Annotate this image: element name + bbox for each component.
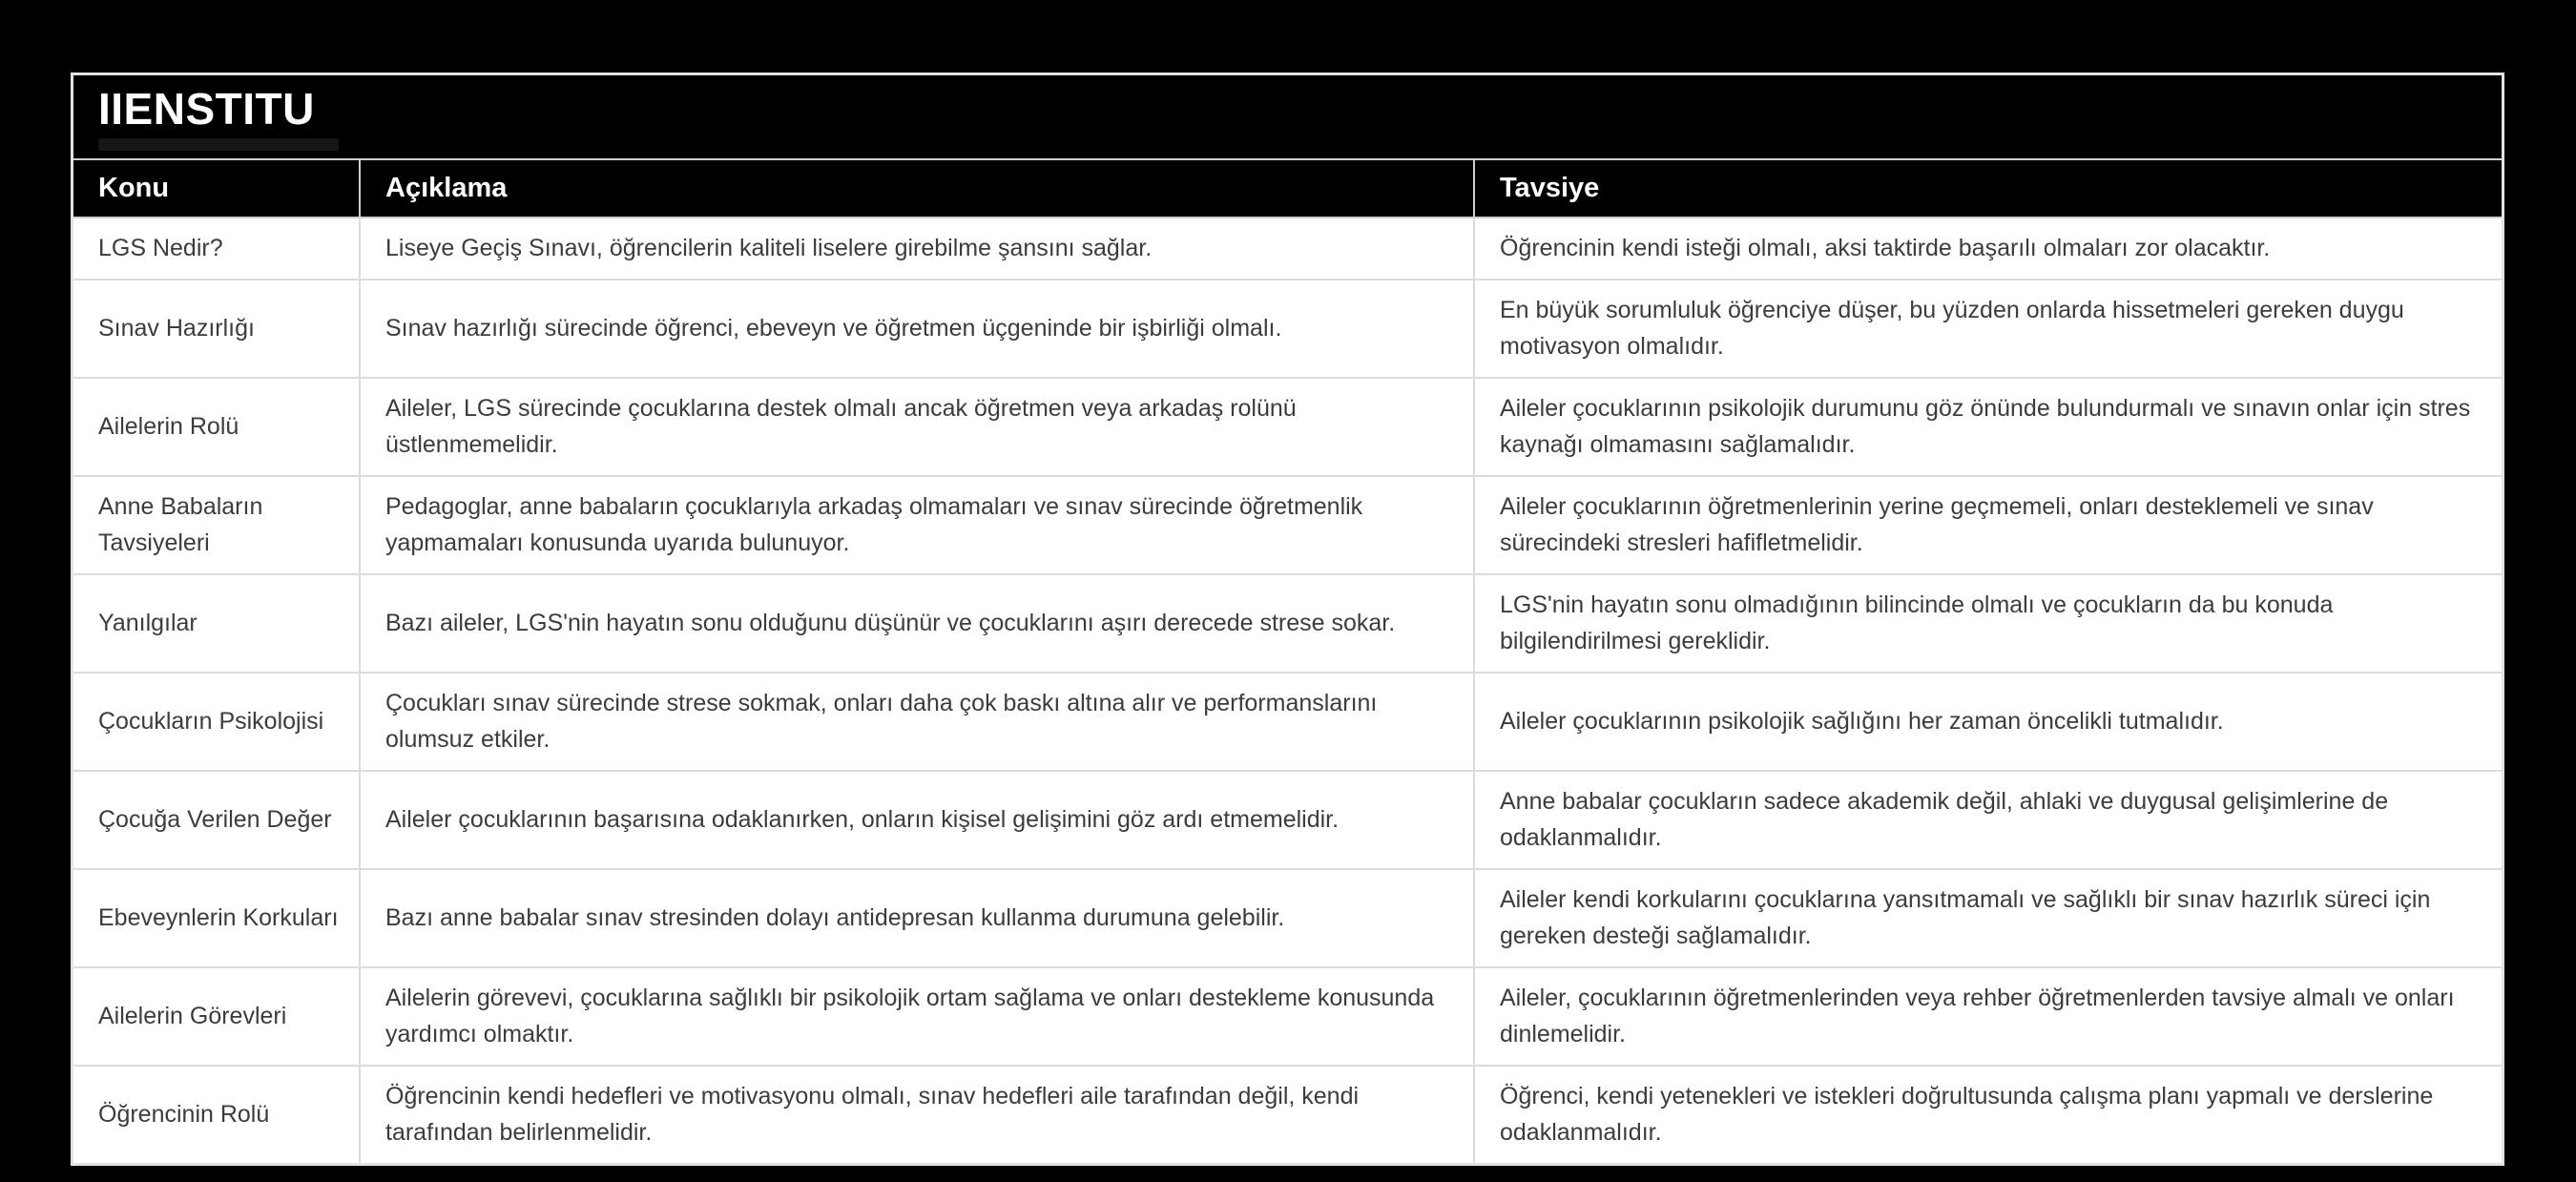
cell-aciklama: Sınav hazırlığı sürecinde öğrenci, ebeveyn ve öğretmen üçgeninde bir işbirliği olmalı.	[360, 280, 1474, 378]
cell-aciklama: Bazı aileler, LGS'nin hayatın sonu olduğunu düşünür ve çocuklarını aşırı derecede strese sokar.	[360, 574, 1474, 673]
cell-aciklama: Öğrencinin kendi hedefleri ve motivasyonu olmalı, sınav hedefleri aile tarafından değil, kendi tarafından belirlenmelidir.	[360, 1066, 1474, 1163]
table-row	[73, 1066, 2502, 1163]
table-row	[73, 673, 2502, 771]
table-row	[73, 869, 2502, 967]
cell-konu: Öğrencinin Rolü	[73, 1066, 360, 1163]
column-header-tavsiye: Tavsiye	[1474, 160, 2502, 218]
table-title-bar	[73, 75, 2502, 160]
table-row	[73, 574, 2502, 673]
cell-aciklama: Ailelerin görevevi, çocuklarına sağlıklı bir psikolojik ortam sağlama ve onları destekleme konusunda yardımcı olmaktır.	[360, 967, 1474, 1066]
cell-aciklama: Bazı anne babalar sınav stresinden dolayı antidepresan kullanma durumuna gelebilir.	[360, 869, 1474, 967]
cell-konu: Yanılgılar	[73, 574, 360, 673]
table-header-row	[73, 160, 2502, 218]
cell-aciklama: Pedagoglar, anne babaların çocuklarıyla arkadaş olmamaları ve sınav sürecinde öğretmenlik yapmamaları konusunda uyarıda bulunuyor.	[360, 476, 1474, 574]
cell-tavsiye: Öğrencinin kendi isteği olmalı, aksi taktirde başarılı olmaları zor olacaktır.	[1474, 218, 2502, 280]
brand-title: IIENSTITU	[98, 84, 315, 134]
cell-tavsiye: Öğrenci, kendi yetenekleri ve istekleri doğrultusunda çalışma planı yapmalı ve derslerine odaklanmalıdır.	[1474, 1066, 2502, 1163]
column-header-aciklama: Açıklama	[360, 160, 1474, 218]
cell-konu: Ailelerin Görevleri	[73, 967, 360, 1066]
cell-aciklama: Aileler, LGS sürecinde çocuklarına destek olmalı ancak öğretmen veya arkadaş rolünü üstlenmemelidir.	[360, 378, 1474, 476]
cell-konu: Ailelerin Rolü	[73, 378, 360, 476]
cell-tavsiye: Aileler çocuklarının öğretmenlerinin yerine geçmemeli, onları desteklemeli ve sınav sürecindeki stresleri hafifletmelidir.	[1474, 476, 2502, 574]
cell-tavsiye: Anne babalar çocukların sadece akademik değil, ahlaki ve duygusal gelişimlerine de odaklanmalıdır.	[1474, 771, 2502, 869]
cell-konu: Ebeveynlerin Korkuları	[73, 869, 360, 967]
table-row	[73, 967, 2502, 1066]
cell-aciklama: Liseye Geçiş Sınavı, öğrencilerin kaliteli liselere girebilme şansını sağlar.	[360, 218, 1474, 280]
advice-table	[73, 160, 2502, 1164]
cell-konu: Sınav Hazırlığı	[73, 280, 360, 378]
column-header-konu: Konu	[73, 160, 360, 218]
cell-tavsiye: Aileler kendi korkularını çocuklarına yansıtmamalı ve sağlıklı bir sınav hazırlık süreci için gereken desteği sağlamalıdır.	[1474, 869, 2502, 967]
cell-aciklama: Aileler çocuklarının başarısına odaklanırken, onların kişisel gelişimini göz ardı etmemelidir.	[360, 771, 1474, 869]
cell-konu: Çocuğa Verilen Değer	[73, 771, 360, 869]
cell-tavsiye: Aileler çocuklarının psikolojik sağlığını her zaman öncelikli tutmalıdır.	[1474, 673, 2502, 771]
table-row	[73, 218, 2502, 280]
cell-konu: Anne Babaların Tavsiyeleri	[73, 476, 360, 574]
cell-konu: Çocukların Psikolojisi	[73, 673, 360, 771]
title-ghost-artifact	[98, 138, 339, 151]
cell-tavsiye: LGS'nin hayatın sonu olmadığının bilincinde olmalı ve çocukların da bu konuda bilgilendirilmesi gereklidir.	[1474, 574, 2502, 673]
cell-aciklama: Çocukları sınav sürecinde strese sokmak, onları daha çok baskı altına alır ve performanslarını olumsuz etkiler.	[360, 673, 1474, 771]
table-row	[73, 280, 2502, 378]
cell-tavsiye: Aileler, çocuklarının öğretmenlerinden veya rehber öğretmenlerden tavsiye almalı ve onları dinlemelidir.	[1474, 967, 2502, 1066]
iienstitu-table-panel	[71, 73, 2504, 1166]
table-row	[73, 476, 2502, 574]
cell-konu: LGS Nedir?	[73, 218, 360, 280]
cell-tavsiye: En büyük sorumluluk öğrenciye düşer, bu yüzden onlarda hissetmeleri gereken duygu motivasyon olmalıdır.	[1474, 280, 2502, 378]
cell-tavsiye: Aileler çocuklarının psikolojik durumunu göz önünde bulundurmalı ve sınavın onlar için stres kaynağı olmamasını sağlamalıdır.	[1474, 378, 2502, 476]
table-row	[73, 771, 2502, 869]
table-row	[73, 378, 2502, 476]
